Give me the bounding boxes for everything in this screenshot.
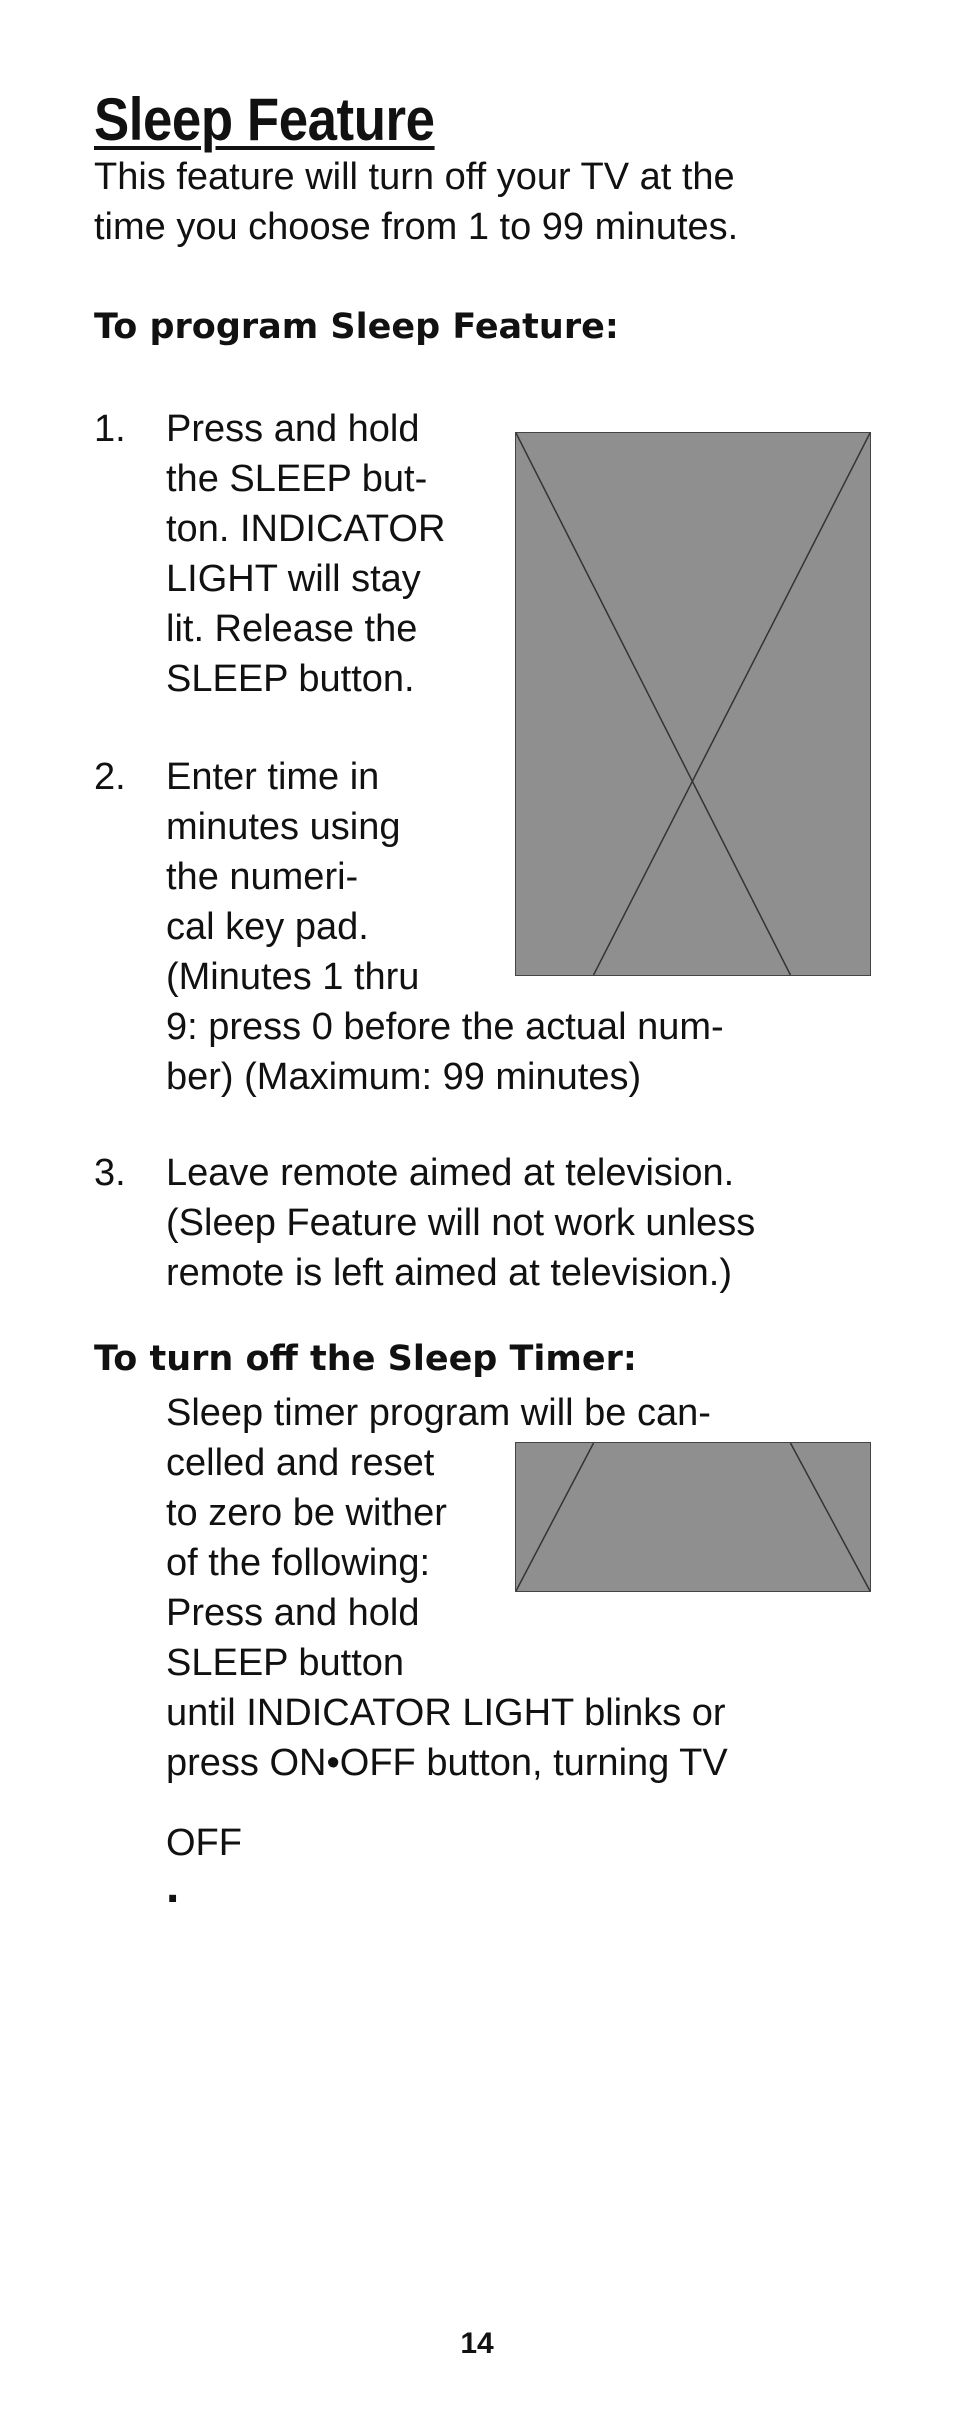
step-line: Press and hold <box>166 408 420 450</box>
turn-off-last-line <box>166 1818 242 1913</box>
off-line: celled and reset <box>166 1442 435 1484</box>
step-number: 1. <box>94 408 126 450</box>
program-heading: To program Sleep Feature: <box>94 307 619 347</box>
off-line: press ON•OFF button, turning TV <box>166 1742 728 1784</box>
step-line: cal key pad. <box>166 906 369 948</box>
placeholder-cross-icon <box>516 433 870 975</box>
step-line: (Sleep Feature will not work unless <box>166 1202 756 1244</box>
off-last-word: OFF <box>166 1822 242 1864</box>
off-last-mark: . <box>166 1860 180 1913</box>
step-number: 3. <box>94 1152 126 1194</box>
step-line: SLEEP button. <box>166 658 415 700</box>
step-line: lit. Release the <box>166 608 418 650</box>
off-line: of the following: <box>166 1542 431 1584</box>
step-line: remote is left aimed at television.) <box>166 1252 733 1294</box>
placeholder-cross-icon <box>516 1443 870 1591</box>
step-line: Leave remote aimed at television. <box>166 1152 735 1194</box>
off-line: SLEEP button <box>166 1642 405 1684</box>
off-last-line <box>166 1818 242 1913</box>
figure-placeholder <box>515 1442 871 1592</box>
off-line: until INDICATOR LIGHT blinks or <box>166 1692 726 1734</box>
figure-placeholder <box>515 432 871 976</box>
step-line: the numeri- <box>166 856 359 898</box>
step-3-text <box>166 1148 755 1298</box>
intro-line: This feature will turn off your TV at the <box>94 156 735 198</box>
intro-paragraph <box>94 152 894 252</box>
off-line: Sleep timer program will be can- <box>166 1392 711 1434</box>
step-1-text <box>166 404 445 704</box>
off-line: to zero be wither <box>166 1492 447 1534</box>
step-line: ton. INDICATOR <box>166 508 446 550</box>
intro-line: time you choose from 1 to 99 minutes. <box>94 206 739 248</box>
page-title: Sleep Feature <box>94 86 435 153</box>
step-line: LIGHT will stay <box>166 558 421 600</box>
step-line: the SLEEP but- <box>166 458 428 500</box>
turn-off-heading: To turn off the Sleep Timer: <box>94 1339 637 1379</box>
off-line: Press and hold <box>166 1592 420 1634</box>
step-line: minutes using <box>166 806 401 848</box>
step-line: (Minutes 1 thru <box>166 956 420 998</box>
page-number: 14 <box>460 2327 494 2360</box>
step-number: 2. <box>94 756 126 798</box>
step-line: ber) (Maximum: 99 minutes) <box>166 1056 642 1098</box>
step-line: 9: press 0 before the actual num- <box>166 1006 724 1048</box>
step-line: Enter time in <box>166 756 380 798</box>
